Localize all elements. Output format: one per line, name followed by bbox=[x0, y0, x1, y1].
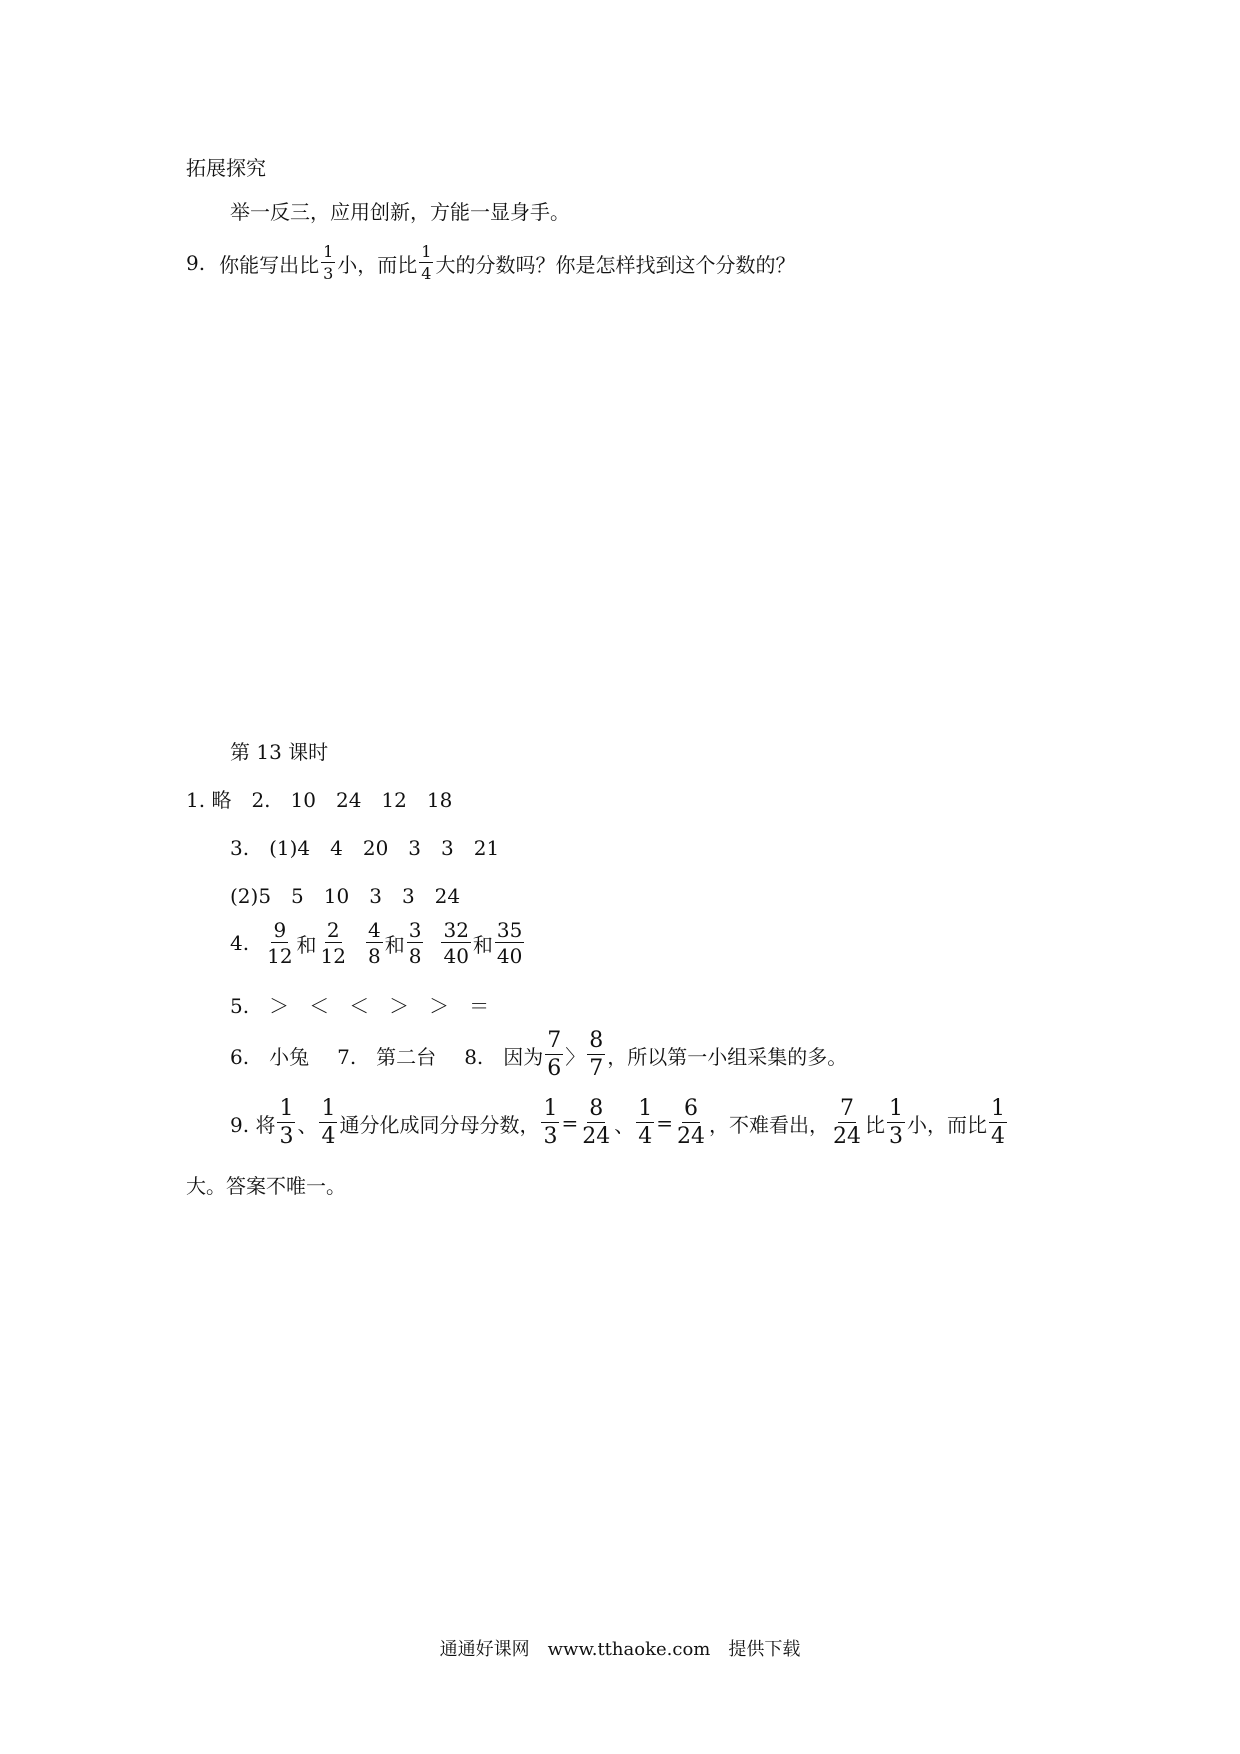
fraction: $\frac{9}{12}$ bbox=[267, 918, 293, 968]
fraction: $\frac{1}{4}$ bbox=[990, 1096, 1005, 1149]
fraction: $\frac{3}{8}$ bbox=[408, 918, 422, 968]
answer-line-3-1: 3. (1)4 4 20 3 3 21 bbox=[230, 836, 500, 860]
page-footer: 通通好课网 www.tthaoke.com 提供下载 bbox=[439, 1639, 801, 1660]
answer-line-9 bbox=[230, 1098, 1009, 1148]
lesson-title: 第 13 课时 bbox=[230, 740, 329, 764]
joiner: 和 bbox=[296, 932, 317, 957]
fraction: $\frac{4}{8}$ bbox=[368, 918, 381, 968]
answer-text: 通分化成同分母分数， bbox=[339, 1112, 540, 1137]
fraction: $\frac{1}{4}$ bbox=[321, 1096, 336, 1149]
comparison-symbol: 〉 bbox=[565, 1044, 586, 1069]
answer-line-5: 5. ＞ ＜ ＜ ＞ ＞ ＝ bbox=[230, 994, 490, 1018]
fraction: $\frac{8}{24}$ bbox=[582, 1096, 611, 1149]
fraction: $\frac{8}{7}$ bbox=[589, 1028, 604, 1081]
fraction: $\frac{1}{3}$ bbox=[279, 1096, 294, 1149]
answer-line-3-2: (2)5 5 10 3 3 24 bbox=[230, 884, 461, 908]
answer-line-9-end: 大。答案不唯一。 bbox=[186, 1174, 346, 1198]
answer-line-6-8 bbox=[230, 1030, 847, 1080]
question-number: 9. bbox=[186, 251, 206, 275]
answer-text: ，不难看出， bbox=[708, 1112, 829, 1137]
fraction: $\frac{1}{3}$ bbox=[323, 242, 334, 283]
answer-text: 比 bbox=[864, 1112, 885, 1137]
fraction: $\frac{6}{24}$ bbox=[676, 1096, 705, 1149]
question-text: 小，而比 bbox=[337, 252, 418, 277]
answer-8-text: ，所以第一小组采集的多。 bbox=[607, 1044, 848, 1069]
equals-sign: = bbox=[656, 1111, 673, 1135]
answer-8: 8. 因为 bbox=[464, 1044, 544, 1069]
answer-number: 4. bbox=[230, 931, 250, 955]
fraction: $\frac{1}{4}$ bbox=[638, 1096, 653, 1149]
question-9 bbox=[186, 244, 795, 282]
answer-line-1-2: 1. 略 2. 10 24 12 18 bbox=[186, 788, 453, 812]
separator: 、 bbox=[297, 1112, 318, 1137]
answer-6: 6. 小兔 bbox=[230, 1044, 310, 1069]
fraction: $\frac{1}{4}$ bbox=[421, 242, 432, 283]
answer-7: 7. 第二台 bbox=[337, 1044, 437, 1069]
fraction: $\frac{7}{24}$ bbox=[832, 1096, 861, 1149]
answer-line-4 bbox=[230, 920, 526, 966]
section-motto: 举一反三，应用创新，方能一显身手。 bbox=[230, 200, 570, 224]
fraction: $\frac{32}{40}$ bbox=[443, 918, 469, 968]
fraction: $\frac{7}{6}$ bbox=[547, 1028, 562, 1081]
joiner: 和 bbox=[472, 932, 493, 957]
answer-text: 小，而比 bbox=[906, 1112, 987, 1137]
fraction: $\frac{2}{12}$ bbox=[320, 918, 346, 968]
section-heading: 拓展探究 bbox=[186, 156, 266, 180]
question-text: 大的分数吗？你是怎样找到这个分数的？ bbox=[435, 252, 796, 277]
separator: 、 bbox=[614, 1112, 635, 1137]
fraction: $\frac{1}{3}$ bbox=[888, 1096, 903, 1149]
equals-sign: = bbox=[561, 1111, 579, 1135]
fraction: $\frac{35}{40}$ bbox=[496, 918, 523, 968]
answer-9: 9. 将 bbox=[230, 1112, 276, 1137]
question-text: 你能写出比 bbox=[219, 252, 320, 277]
joiner: 和 bbox=[384, 932, 405, 957]
fraction: $\frac{1}{3}$ bbox=[543, 1096, 558, 1149]
